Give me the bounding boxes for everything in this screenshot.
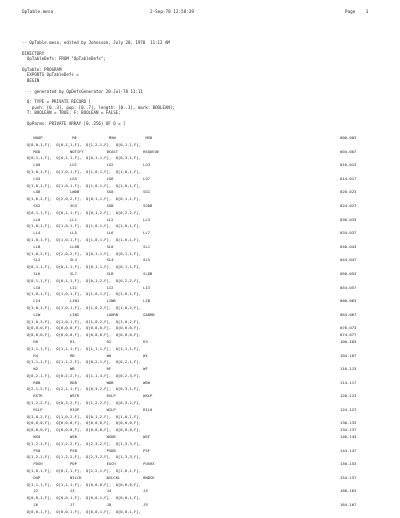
source-code-line: Q[1,0,1,F], Q[1,0,1,F], Q[1,0,2,F], Q[1,0,2,F],: [22, 304, 141, 310]
octal-range-annotation: 104-107: [340, 352, 357, 358]
source-code-line: Q[1,0,1,F], Q[1,0,1,F], Q[1,0,1,F], Q[1,0,1,F],: [22, 168, 141, 174]
table-row: [22, 482, 382, 489]
table-row: [22, 393, 382, 400]
table-row: [22, 264, 382, 271]
source-code-line: Q[2,1,2,F], Q[2,1,1,F], Q[0,3,2,F], Q[0,3,1,F],: [22, 386, 141, 392]
source-code-line: Q[1,0,1,F], Q[1,0,1,F], Q[1,0,1,F], Q[1,0,1,F],: [22, 223, 141, 229]
source-code-line: NOOP ME MXW MXD: [22, 135, 153, 140]
table-row: [22, 454, 382, 461]
table-row: [22, 285, 382, 292]
table-row: [22, 386, 382, 393]
source-code-line: R4 RB W0 W1: [22, 352, 148, 358]
table-row: [22, 359, 382, 366]
table-row: [22, 251, 382, 258]
table-row: [22, 475, 382, 482]
table-row: [22, 217, 382, 224]
table-row: [22, 142, 382, 149]
source-code-line: Q[1,0,1,F], Q[1,0,1,F], Q[1,0,1,F], Q[1,0,1,F],: [22, 182, 141, 188]
source-code-line: Q[0,0,1,F], Q[0,1,1,F], Q[1,2,1,F], Q[0,1,1,F],: [22, 141, 141, 147]
table-row: [22, 196, 382, 203]
table-row: [22, 305, 382, 312]
octal-range-annotation: 120-123: [340, 393, 357, 399]
source-code-line: WS0 WSB WSDB WSF: [22, 434, 151, 440]
table-row: [22, 461, 382, 468]
octal-range-annotation: 100-103: [340, 338, 357, 344]
source-line: EXPORTS OpTableDefs =: [22, 72, 79, 78]
source-line: Q: TYPE = PRIVATE RECORD [: [22, 99, 92, 105]
table-row: [22, 162, 382, 169]
table-row: [22, 448, 382, 455]
source-code-line: Q[0,1,1,F], Q[0,1,1,F], Q[0,1,1,F], Q[0,1,1,F],: [22, 264, 141, 270]
table-row: [22, 353, 382, 360]
source-code-line: Q[1,1,1,F], Q[1,1,2,F], Q[0,2,1,F], Q[0,2,1,F],: [22, 359, 141, 365]
table-row: [22, 237, 382, 244]
source-code-line: LL4 LL5 LL6 LL7: [22, 230, 151, 236]
table-row: [22, 366, 382, 373]
octal-range-annotation: 044-047: [340, 257, 357, 263]
table-row: [22, 414, 382, 421]
source-code-line: Q[0,0,0,F], Q[0,0,0,F], Q[0,0,0,F], Q[0,0,0,F],: [22, 420, 141, 426]
octal-range-annotation: 134-137: [340, 427, 357, 433]
source-code-line: MXD NOTIFY BCAST REQUEUE: [22, 148, 160, 154]
source-code-line: Q[1,2,2,F], Q[0,3,2,F], Q[1,2,2,F], Q[0,3,2,F],: [22, 400, 141, 406]
source-code-line: Q[1,0,2,F], Q[2,0,2,F], Q[0,1,1,F], Q[0,1,1,F],: [22, 196, 141, 202]
source-code-line: DUP NILCK NILCKL BNDCK: [22, 474, 155, 480]
octal-range-annotation: 060-063: [340, 298, 357, 304]
source-code-line: Q[1,2,1,F], Q[1,2,2,F], Q[2,3,2,F], Q[1,3,3,F],: [22, 454, 141, 460]
table-row: [22, 189, 382, 196]
source-code-line: Q[1,1,1,F], Q[1,1,1,F], Q[1,1,1,F], Q[1,1,1,F],: [22, 345, 141, 351]
source-line: -- OpTable.mesa, edited by Johnsson, July 20, 1978 11:12 AM: [22, 40, 170, 45]
octal-range-annotation: 054-057: [340, 284, 357, 290]
octal-range-annotation: 034-037: [340, 230, 357, 236]
source-code-line: Q[0,2,1,F], Q[0,2,2,F], Q[1,1,3,F], Q[0,2,3,F],: [22, 372, 141, 378]
octal-range-annotation: 110-113: [340, 366, 357, 372]
source-line: -- generated by OpDefsGenerator 20-Jul-78 11:11: [22, 88, 143, 94]
octal-range-annotation: 000-003: [340, 135, 357, 140]
table-row: [22, 203, 382, 210]
source-code-line: LL0 LL1 LL2 LL3: [22, 216, 151, 222]
source-code-line: LGB LWDB SG0 SG1: [22, 189, 151, 195]
octal-range-annotation: 150-153: [340, 461, 357, 467]
source-line: OpTableDefs: FROM "OpTableDefs";: [22, 56, 106, 62]
source-code-line: Q[1,0,2,F], Q[2,0,2,F], Q[0,1,1,F], Q[0,1,1,F],: [22, 250, 141, 256]
table-row: [22, 176, 382, 183]
source-code-line: J2 J3 J4 J5: [22, 488, 148, 494]
header-date: 2-Sep-78 12:58:39: [150, 10, 194, 15]
source-code-line: Q[0,0,0,F], Q[0,0,0,F], Q[0,0,0,F], Q[0,0,0,F],: [22, 427, 141, 433]
table-row: [22, 149, 382, 156]
table-row: [22, 278, 382, 285]
table-row: [22, 291, 382, 298]
table-row: [22, 488, 382, 495]
octal-range-annotation: 114-117: [340, 379, 357, 385]
table-row: [22, 244, 382, 251]
header-page-number: Page 1: [345, 10, 369, 15]
octal-range-annotation: 020-023: [340, 189, 357, 195]
table-row: [22, 420, 382, 427]
octal-range-annotation: 144-147: [340, 447, 357, 453]
octal-range-annotation: 024-027: [340, 202, 357, 208]
octal-range-annotation: 074-077: [340, 332, 357, 338]
table-row: [22, 257, 382, 264]
table-row: [22, 319, 382, 326]
octal-range-annotation: 164-167: [340, 502, 357, 508]
source-code-line: Q[0,1,1,F], Q[0,1,1,F], Q[0,1,2,F], Q[0,2,2,F],: [22, 277, 141, 283]
source-code-line: Q[1,0,2,F], Q[1,0,2,F], Q[0,1,2,F], Q[1,0,1,F],: [22, 413, 141, 419]
source-code-line: Q[1,2,1,F], Q[1,2,2,F], Q[2,3,2,F], Q[1,3,3,F],: [22, 440, 141, 446]
source-line: DIRECTORY: [22, 50, 45, 56]
source-code-line: SL2 SL3 SL4 SL5: [22, 257, 151, 263]
source-code-line: PUSH POP EXCH PUSHX: [22, 461, 155, 467]
source-code-line: R0 R1 R2 R3: [22, 338, 148, 344]
table-row: [22, 509, 382, 516]
source-code-line: LG0 LG1 LG2 LG3: [22, 162, 151, 168]
source-code-line: W2 WB RF WF: [22, 366, 148, 372]
source-code-line: Q[1,0,1,F], Q[1,0,1,F], Q[1,0,1,F], Q[1,0,1,F],: [22, 236, 141, 242]
source-code-line: SL6 SL7 SLB SLDB: [22, 270, 153, 276]
table-row: [22, 373, 382, 380]
source-line: OpParms: PRIVATE ARRAY [0..256) OF Q = [: [22, 121, 126, 127]
table-row: [22, 230, 382, 237]
table-row: [22, 332, 382, 339]
source-code-line: Q[0,0,1,F], Q[0,0,1,F], Q[0,0,1,F], Q[0,0,1,F],: [22, 495, 141, 501]
table-row: [22, 502, 382, 509]
octal-range-annotation: 004-007: [340, 148, 357, 154]
source-line: OpTable: PROGRAM: [22, 67, 62, 73]
source-code-line: PS0 PSB PSDB PSF: [22, 447, 151, 453]
octal-range-annotation: 010-013: [340, 162, 357, 168]
table-row: [22, 427, 382, 434]
octal-range-annotation: 130-133: [340, 420, 357, 426]
source-code-line: Q[1,0,1,F], Q[1,0,1,F], Q[1,0,1,F], Q[1,0,1,F],: [22, 291, 141, 297]
source-preamble: [22, 40, 175, 127]
source-code-line: LLB LLDB SL0 SL1: [22, 243, 151, 249]
table-row: [22, 155, 382, 162]
octal-range-annotation: 154-157: [340, 474, 357, 480]
octal-range-annotation: 064-067: [340, 311, 357, 317]
table-row: [22, 298, 382, 305]
source-code-line: Q[1,1,1,F], Q[1,1,1,F], Q[0,0,0,F], Q[0,0,0,F],: [22, 481, 141, 487]
source-code-line: RDB RD0 WDB WD0: [22, 379, 151, 385]
source-code-line: Q[1,0,1,F], Q[0,1,1,F], Q[2,2,1,F], Q[1,0,1,F],: [22, 468, 141, 474]
table-row: [22, 468, 382, 475]
octal-range-annotation: 040-043: [340, 243, 357, 249]
source-code-line: Q[0,1,1,F], Q[0,1,1,F], Q[0,1,1,F], Q[0,3,1,F],: [22, 155, 141, 161]
table-row: [22, 495, 382, 502]
table-row: [22, 407, 382, 414]
octal-range-annotation: 030-033: [340, 216, 357, 222]
table-row: [22, 312, 382, 319]
table-row: [22, 223, 382, 230]
table-row: [22, 183, 382, 190]
source-code-line: Q[0,0,1,F], Q[0,0,1,F], Q[0,0,1,F], Q[0,0,1,F],: [22, 508, 141, 514]
source-code-line: LI4 LIN1 LINB LIB: [22, 298, 151, 304]
source-line: push: [0..3], pop: [0..7], length: [0..3], mark: BOOLEAN];: [22, 104, 175, 110]
source-code-line: SG2 SG3 SGB SGDB: [22, 202, 153, 208]
source-code-line: J6 J7 J8 J9: [22, 502, 148, 508]
source-code-line: Q[0,0,0,F], Q[0,0,0,F], Q[0,0,0,F], Q[0,0,0,F],: [22, 332, 141, 338]
table-row: [22, 325, 382, 332]
source-code-line: Q[1,0,3,F], Q[1,0,1,F], Q[1,0,2,F], Q[1,0,2,F],: [22, 318, 141, 324]
table-row: [22, 169, 382, 176]
table-row: [22, 339, 382, 346]
header-filename: OpTable.mesa: [22, 10, 54, 15]
source-code-line: RSTR WSTR RXLP WXLP: [22, 393, 153, 399]
octal-range-annotation: 140-143: [340, 434, 357, 440]
opparms-table: [22, 135, 382, 516]
table-row: [22, 441, 382, 448]
source-line: BEGIN: [22, 77, 40, 83]
table-row: [22, 380, 382, 387]
table-row: [22, 400, 382, 407]
source-code-line: LI0 LI1 LI2 LI3: [22, 284, 151, 290]
source-code-line: LIW LINI LADRB GADRB: [22, 311, 155, 317]
table-row: [22, 346, 382, 353]
table-row: [22, 210, 382, 217]
octal-range-annotation: 160-163: [340, 488, 357, 494]
octal-range-annotation: 070-073: [340, 325, 357, 331]
table-row: [22, 135, 382, 142]
source-line: T: BOOLEAN = TRUE; F: BOOLEAN = FALSE;: [22, 110, 121, 116]
source-code-line: LG4 LG5 LG6 LG7: [22, 175, 151, 181]
octal-range-annotation: 124-127: [340, 406, 357, 412]
table-row: [22, 271, 382, 278]
octal-range-annotation: 050-053: [340, 270, 357, 276]
source-code-line: Q[0,1,1,F], Q[0,1,1,F], Q[0,1,2,F], Q[0,2,2,F],: [22, 209, 141, 215]
source-code-line: RILP RIGP WILP RIL0: [22, 406, 153, 412]
source-code-line: Q[0,0,0,F], Q[0,0,0,F], Q[0,0,0,F], Q[0,0,0,F],: [22, 325, 141, 331]
table-row: [22, 434, 382, 441]
octal-range-annotation: 014-017: [340, 175, 357, 181]
